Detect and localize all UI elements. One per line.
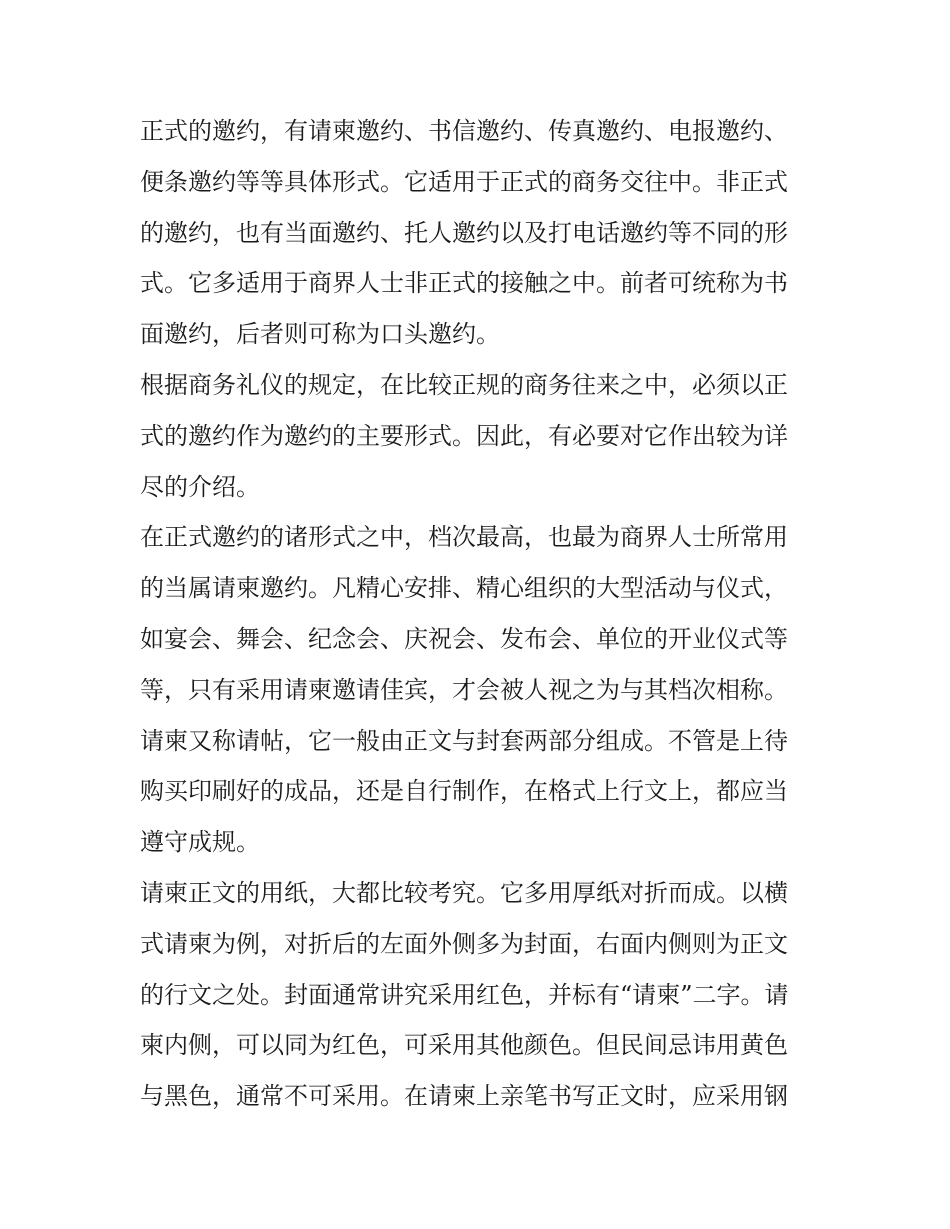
text-line: 面邀约，后者则可称为口头邀约。 bbox=[140, 320, 500, 349]
text-line: 的行文之处。封面通常讲究采用红色，并标有“请柬”二字。请 bbox=[140, 980, 789, 1009]
text-line: 式。它多适用于商界人士非正式的接触之中。前者可统称为书 bbox=[140, 269, 788, 298]
text-line: 与黑色，通常不可采用。在请柬上亲笔书写正文时，应采用钢 bbox=[140, 1082, 788, 1111]
text-line: 等，只有采用请柬邀请佳宾，才会被人视之为与其档次相称。 bbox=[140, 675, 788, 704]
text-line: 请柬正文的用纸，大都比较考究。它多用厚纸对折而成。以横 bbox=[140, 878, 788, 907]
text-line: 如宴会、舞会、纪念会、庆祝会、发布会、单位的开业仪式等 bbox=[140, 624, 788, 653]
text-line: 在正式邀约的诸形式之中，档次最高，也最为商界人士所常用 bbox=[140, 523, 788, 552]
text-line: 根据商务礼仪的规定，在比较正规的商务往来之中，必须以正 bbox=[140, 370, 788, 399]
text-line: 式的邀约作为邀约的主要形式。因此，有必要对它作出较为详 bbox=[140, 421, 788, 450]
text-line: 式请柬为例，对折后的左面外侧多为封面，右面内侧则为正文 bbox=[140, 929, 788, 958]
text-line: 遵守成规。 bbox=[140, 828, 260, 857]
text-line: 的邀约，也有当面邀约、托人邀约以及打电话邀约等不同的形 bbox=[140, 218, 788, 247]
text-line: 尽的介绍。 bbox=[140, 472, 260, 501]
text-line: 购买印刷好的成品，还是自行制作，在格式上行文上，都应当 bbox=[140, 777, 788, 806]
text-line: 请柬又称请帖，它一般由正文与封套两部分组成。不管是上待 bbox=[140, 726, 788, 755]
text-line: 的当属请柬邀约。凡精心安排、精心组织的大型活动与仪式， bbox=[140, 574, 788, 603]
text-line: 便条邀约等等具体形式。它适用于正式的商务交往中。非正式 bbox=[140, 167, 788, 196]
text-line: 柬内侧，可以同为红色，可采用其他颜色。但民间忌讳用黄色 bbox=[140, 1031, 788, 1060]
text-line: 正式的邀约，有请柬邀约、书信邀约、传真邀约、电报邀约、 bbox=[140, 117, 788, 145]
body-text bbox=[140, 106, 820, 1122]
